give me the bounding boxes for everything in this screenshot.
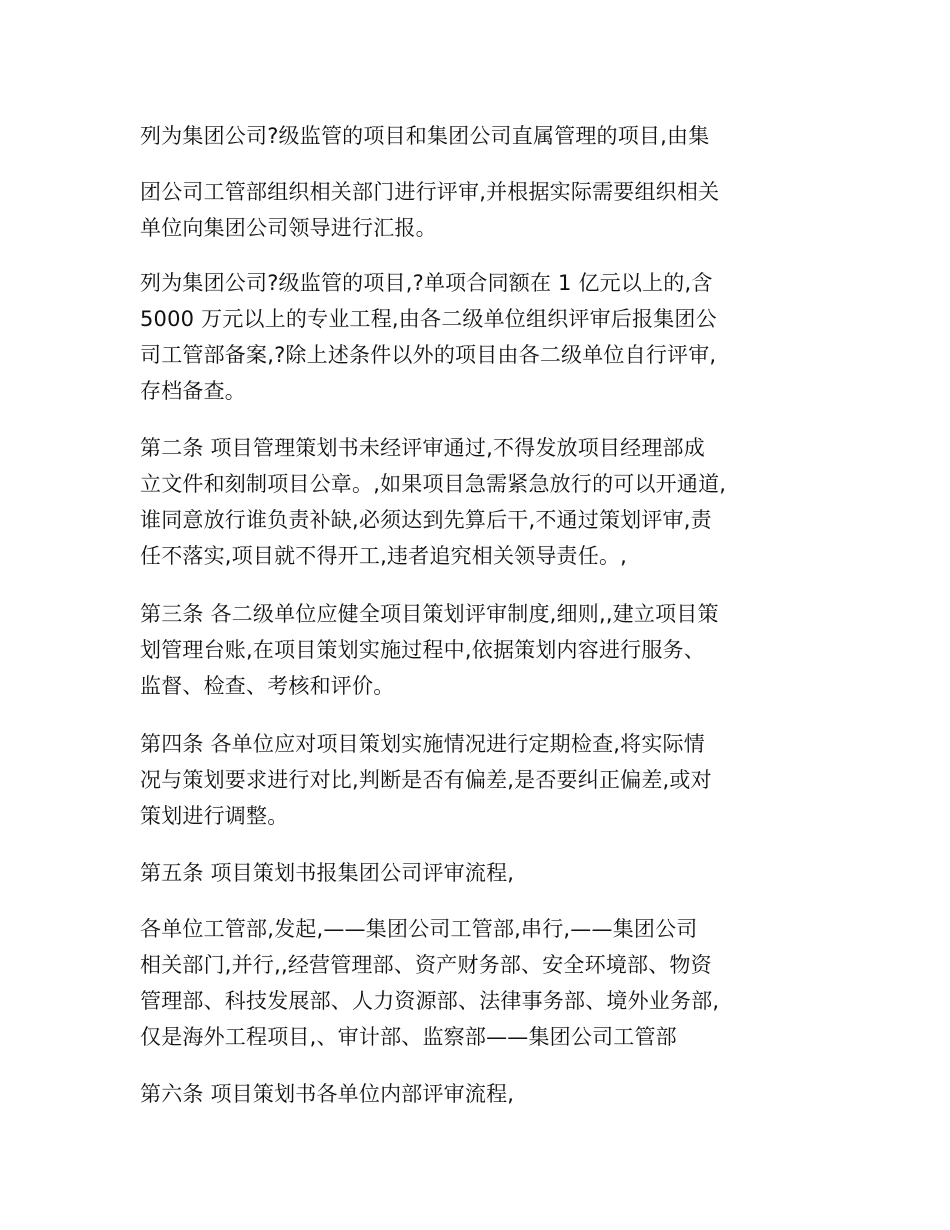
text-line: 第三条 各二级单位应健全项目策划评审制度,细则,,建立项目策 [140,602,719,626]
text-line: 立文件和刻制项目公章。,如果项目急需紧急放行的可以开通道, [140,472,727,496]
paragraph-1 [140,118,830,154]
paragraph-review-flow [140,911,830,1055]
text-line: 团公司工管部组织相关部门进行评审,并根据实际需要组织相关 [140,180,720,204]
text-line: 第五条 项目策划书报集团公司评审流程, [140,861,515,885]
text-line: 单位向集团公司领导进行汇报。 [140,216,437,240]
paragraph-2 [140,174,830,246]
text-line: 谁同意放行谁负责补缺,必须达到先算后干,不通过策划评审,责 [140,508,712,532]
text-line: 任不落实,项目就不得开工,违者追究相关领导责任。, [140,544,628,568]
paragraph-article-3 [140,596,830,704]
text-line: 列为集团公司?级监管的项目和集团公司直属管理的项目,由集 [140,124,710,148]
text-line: 第二条 项目管理策划书未经评审通过,不得发放项目经理部成 [140,436,705,460]
text-line: 第六条 项目策划书各单位内部评审流程, [140,1082,515,1106]
text-line: 相关部门,并行,,经营管理部、资产财务部、安全环境部、物资 [140,953,712,977]
text-line: 监督、检查、考核和评价。 [140,674,395,698]
text-line: 仅是海外工程项目,、审计部、监察部——集团公司工管部 [140,1025,677,1049]
text-line: 策划进行调整。 [140,804,289,828]
paragraph-3 [140,265,830,409]
text-line: 管理部、科技发展部、人力资源部、法律事务部、境外业务部, [140,989,720,1013]
text-line: 列为集团公司?级监管的项目,?单项合同额在 1 亿元以上的,含 [140,271,713,295]
paragraph-article-4 [140,726,830,834]
text-line: 司工管部备案,?除上述条件以外的项目由各二级单位自行评审, [140,343,717,367]
paragraph-article-2 [140,430,830,574]
paragraph-article-5 [140,855,830,891]
text-line: 存档备查。 [140,379,246,403]
text-line: 第四条 各单位应对项目策划实施情况进行定期检查,将实际情 [140,732,705,756]
text-line: 况与策划要求进行对比,判断是否有偏差,是否要纠正偏差,或对 [140,768,712,792]
text-line: 划管理台账,在项目策划实施过程中,依据策划内容进行服务、 [140,638,705,662]
text-line: 5000 万元以上的专业工程,由各二级单位组织评审后报集团公 [140,307,717,331]
paragraph-article-6 [140,1076,830,1112]
text-line: 各单位工管部,发起,——集团公司工管部,串行,——集团公司 [140,917,698,941]
